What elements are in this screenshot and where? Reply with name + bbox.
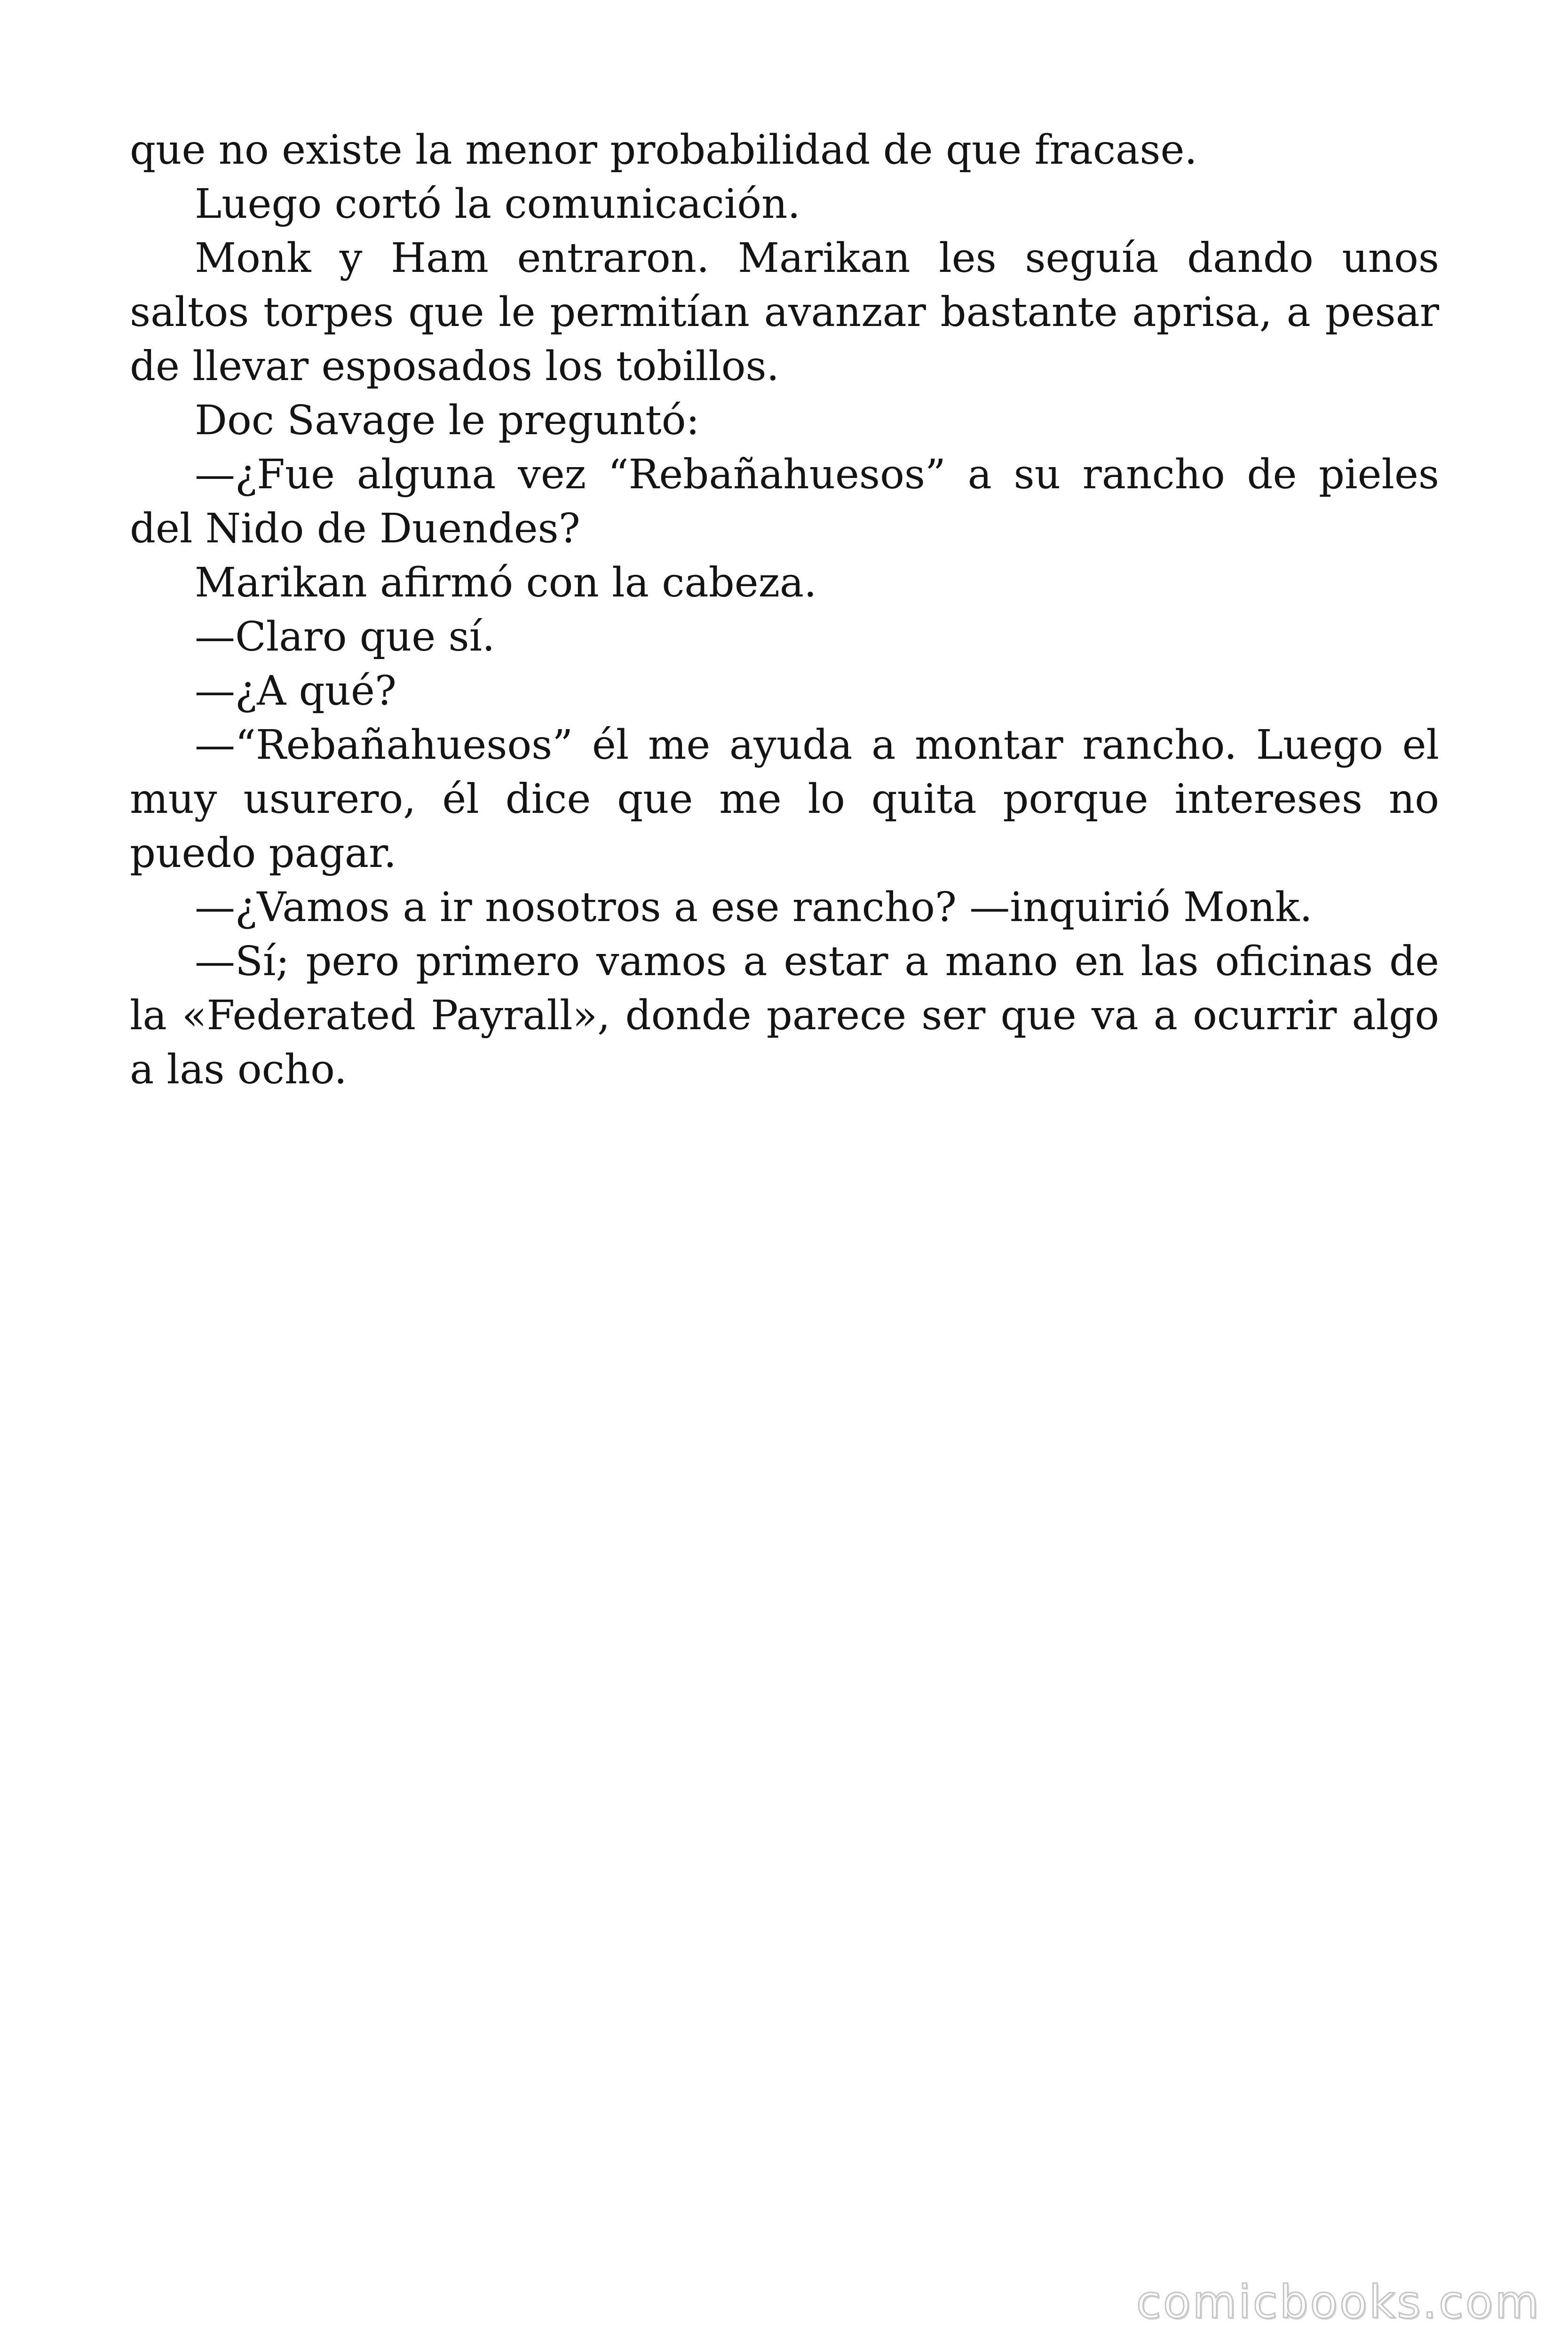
paragraph: —“Rebañahuesos” él me ayuda a montar rancho. Luego el muy usurero, él dice que me lo quita porque intereses no puedo pagar. <box>130 722 1439 877</box>
paragraph: —¿Vamos a ir nosotros a ese rancho? —inquirió Monk. <box>195 884 1313 931</box>
paragraph: Luego cortó la comunicación. <box>195 181 800 228</box>
paragraph: —Claro que sí. <box>195 613 495 660</box>
paragraph: Monk y Ham entraron. Marikan les seguía dando unos saltos torpes que le permitían avanzar bastante aprisa, a pesar de llevar esposados los tobillos. <box>130 235 1439 390</box>
watermark: comicbooks.com <box>1136 2276 1541 2328</box>
paragraph: Doc Savage le preguntó: <box>195 397 700 444</box>
paragraph: —¿A qué? <box>195 667 396 715</box>
paragraph: —¿Fue alguna vez “Rebañahuesos” a su rancho de pieles del Nido de Duendes? <box>130 451 1439 552</box>
paragraph: Marikan afirmó con la cabeza. <box>195 559 817 606</box>
paragraph: —Sí; pero primero vamos a estar a mano en las oficinas de la «Federated Payrall», donde parece ser que va a ocurrir algo a las ocho. <box>130 938 1439 1093</box>
page-body-text <box>130 123 1439 1097</box>
paragraph: que no existe la menor probabilidad de que fracase. <box>130 127 1197 174</box>
